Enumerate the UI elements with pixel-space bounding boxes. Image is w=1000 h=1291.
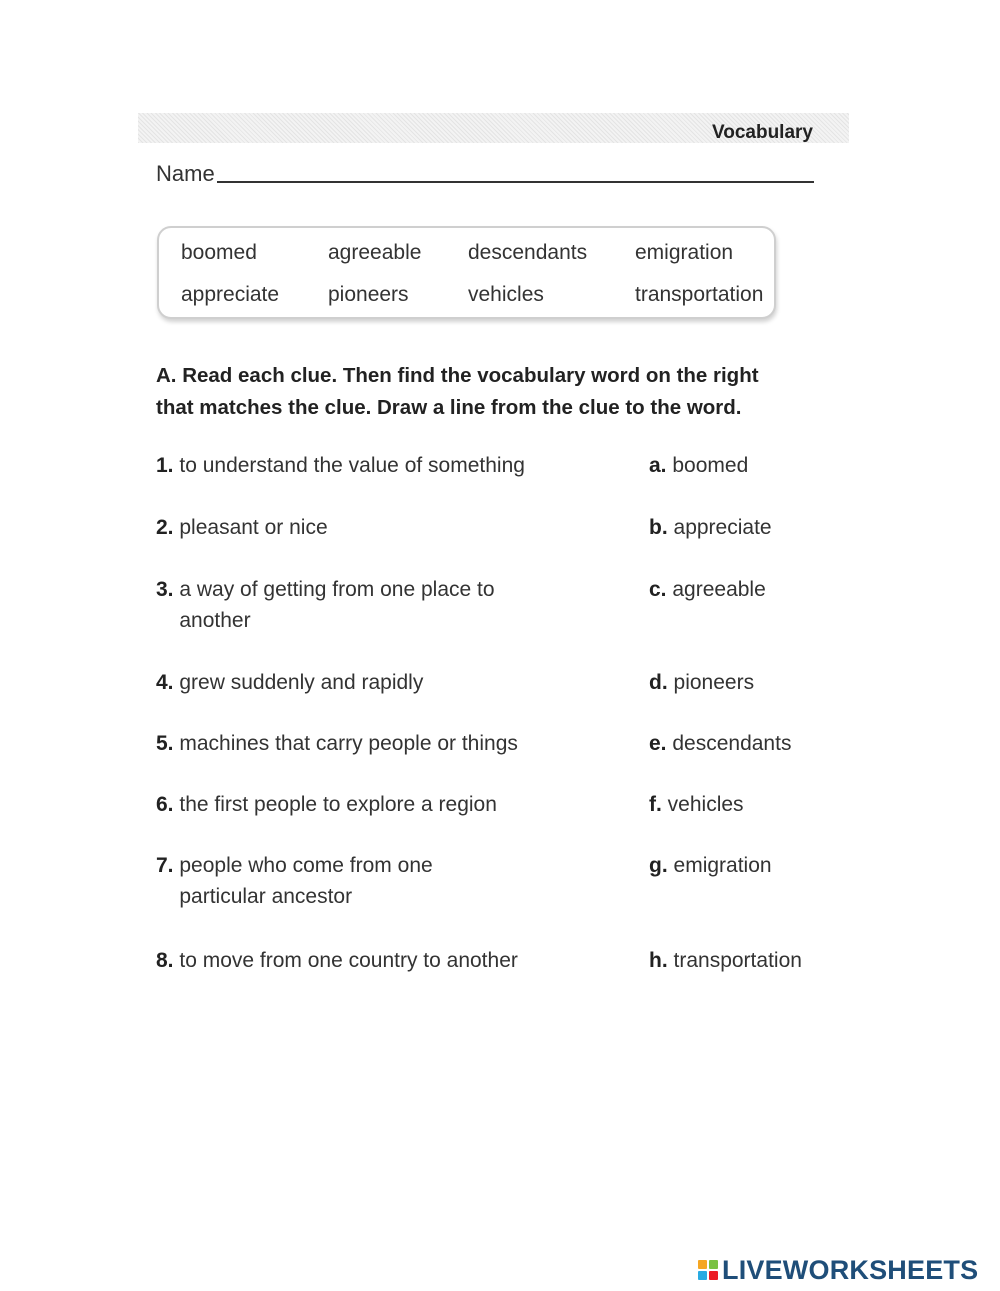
clue-text: people who come from one — [179, 854, 433, 877]
clue-text: the first people to explore a region — [179, 793, 497, 816]
word-bank-word: transportation — [635, 283, 764, 306]
answer-word: appreciate — [673, 516, 772, 539]
word-bank-word: pioneers — [328, 283, 409, 306]
clue-number: 2. — [156, 516, 174, 539]
clue-item[interactable] — [156, 450, 525, 481]
clue-number: 4. — [156, 671, 174, 694]
answer-item[interactable] — [649, 512, 772, 543]
instructions-line: A. Read each clue. Then find the vocabulary word on the right — [156, 364, 759, 387]
answer-item[interactable] — [649, 945, 802, 976]
word-bank-word: descendants — [468, 241, 588, 264]
name-input-line[interactable] — [217, 181, 814, 183]
clue-text: pleasant or nice — [179, 516, 328, 539]
answer-word: boomed — [672, 454, 749, 477]
answer-item[interactable] — [649, 789, 744, 820]
clue-item[interactable] — [156, 667, 423, 698]
clue-number: 3. — [156, 578, 174, 601]
word-bank — [157, 226, 776, 319]
logo-block — [709, 1271, 718, 1280]
worksheet-title: Vocabulary — [711, 122, 813, 143]
header-band — [138, 113, 849, 143]
answer-item[interactable] — [649, 728, 791, 759]
clue-number: 6. — [156, 793, 174, 816]
answer-letter: h. — [649, 949, 668, 972]
clue-number: 1. — [156, 454, 174, 477]
answer-letter: c. — [649, 578, 667, 601]
answer-item[interactable] — [649, 667, 754, 698]
instructions-line: that matches the clue. Draw a line from the clue to the word. — [156, 396, 742, 419]
logo-blocks-icon — [698, 1260, 718, 1280]
clue-text-continued: another — [179, 609, 251, 632]
logo-text: LIVEWORKSHEETS — [722, 1254, 979, 1285]
answer-word: vehicles — [667, 793, 744, 816]
clue-item[interactable] — [156, 850, 433, 912]
clue-text: to understand the value of something — [179, 454, 525, 477]
answer-letter: f. — [649, 793, 662, 816]
answer-word: transportation — [673, 949, 802, 972]
logo-block — [698, 1260, 707, 1269]
clue-number: 7. — [156, 854, 174, 877]
answer-word: descendants — [672, 732, 792, 755]
answer-word: pioneers — [673, 671, 755, 694]
word-bank-word: vehicles — [468, 283, 544, 306]
name-label: Name — [156, 161, 215, 186]
clue-number: 5. — [156, 732, 174, 755]
clue-item[interactable] — [156, 512, 328, 543]
clue-text: to move from one country to another — [179, 949, 518, 972]
answer-item[interactable] — [649, 850, 772, 881]
clue-item[interactable] — [156, 728, 518, 759]
clue-item[interactable] — [156, 945, 518, 976]
clue-text-continued: particular ancestor — [179, 885, 353, 908]
logo-block — [709, 1260, 718, 1269]
answer-word: emigration — [673, 854, 772, 877]
word-bank-word: agreeable — [328, 241, 422, 264]
clue-text: grew suddenly and rapidly — [179, 671, 424, 694]
word-bank-word: emigration — [635, 241, 734, 264]
answer-item[interactable] — [649, 450, 748, 481]
answer-letter: e. — [649, 732, 667, 755]
clue-item[interactable] — [156, 789, 497, 820]
clue-item[interactable] — [156, 574, 495, 636]
clue-number: 8. — [156, 949, 174, 972]
instructions — [156, 360, 759, 424]
answer-item[interactable] — [649, 574, 766, 605]
answer-word: agreeable — [672, 578, 766, 601]
answer-letter: g. — [649, 854, 668, 877]
word-bank-word: boomed — [181, 241, 257, 264]
clue-text: a way of getting from one place to — [179, 578, 495, 601]
liveworksheets-logo — [698, 1256, 978, 1284]
logo-block — [698, 1271, 707, 1280]
clue-text: machines that carry people or things — [179, 732, 518, 755]
word-bank-word: appreciate — [181, 283, 280, 306]
answer-letter: a. — [649, 454, 667, 477]
answer-letter: d. — [649, 671, 668, 694]
answer-letter: b. — [649, 516, 668, 539]
